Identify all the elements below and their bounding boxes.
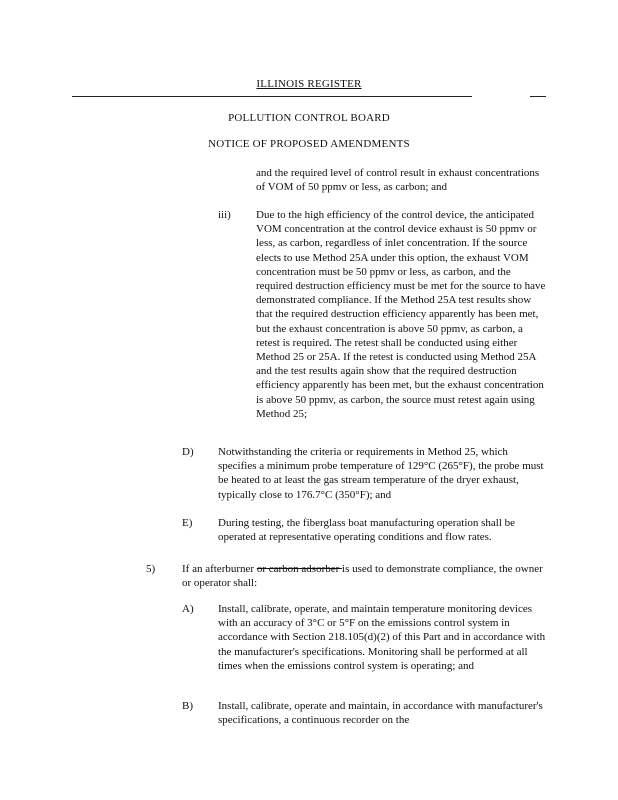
page-number-rule xyxy=(530,96,546,97)
item-B-label: B) xyxy=(182,700,193,712)
item-5-label: 5) xyxy=(146,563,156,575)
continuation-paragraph: and the required level of control result in exhaust concentrations of VOM of 50 ppmv or less, as carbon; and xyxy=(256,167,540,194)
header-rule xyxy=(72,96,472,97)
item-A-paragraph: Install, calibrate, operate, and maintain temperature monitoring devices with an accuracy of 3°C or 5°F on the emissions control system in accordance with Section 218.105(d)(2) of this Part and in accordance with the manufacturer's specifications. Monitoring shall be performed at all times when the emissions control system is operating; and xyxy=(218,603,546,672)
board-title: POLLUTION CONTROL BOARD xyxy=(228,112,390,124)
item-5-struck-text: or carbon adsorber xyxy=(256,563,343,575)
item-iii-label: iii) xyxy=(218,209,231,221)
item-iii-paragraph: Due to the high efficiency of the control device, the anticipated VOM concentration at the control device exhaust is 50 ppmv or less, as carbon, regardless of inlet concentration. If the source elects to use Method 25A under this option, the exhaust VOM concentration must be 50 ppmv or less, as carbon, and the required destruction efficiency must be met for the source to have demonstrated compliance. If the Method 25A test results show that the required destruction efficiency apparently has been met, but the exhaust concentration is above 50 ppmv, as carbon, a retest is required. The retest shall be conducted using either Method 25 or 25A. If the retest is conducted using Method 25A and the test results again show that the required destruction efficiency apparently has been met, but the exhaust concentration is above 50 ppmv, as carbon, the source must retest again using Method 25; xyxy=(256,209,546,420)
notice-title: NOTICE OF PROPOSED AMENDMENTS xyxy=(208,138,410,150)
item-D-label: D) xyxy=(182,446,194,458)
item-D-paragraph: Notwithstanding the criteria or requirements in Method 25, which specifies a minimum probe temperature of 129°C (265°F), the probe must be heated to at least the gas stream temperature of the dryer exhaust, typically close to 176.7°C (350°F); and xyxy=(218,446,544,501)
item-5-text-before: If an afterburner xyxy=(182,563,257,575)
item-A-label: A) xyxy=(182,603,194,615)
item-E-label: E) xyxy=(182,517,193,529)
register-title: ILLINOIS REGISTER xyxy=(256,78,362,90)
item-B-paragraph: Install, calibrate, operate and maintain, in accordance with manufacturer's specifications, a continuous recorder on the xyxy=(218,700,543,727)
item-E-paragraph: During testing, the fiberglass boat manufacturing operation shall be operated at representative operating conditions and flow rates. xyxy=(218,517,516,544)
item-5-text-after: is used to demonstrate compliance, the owner or operator shall: xyxy=(182,563,543,590)
item-5-paragraph xyxy=(182,562,546,590)
